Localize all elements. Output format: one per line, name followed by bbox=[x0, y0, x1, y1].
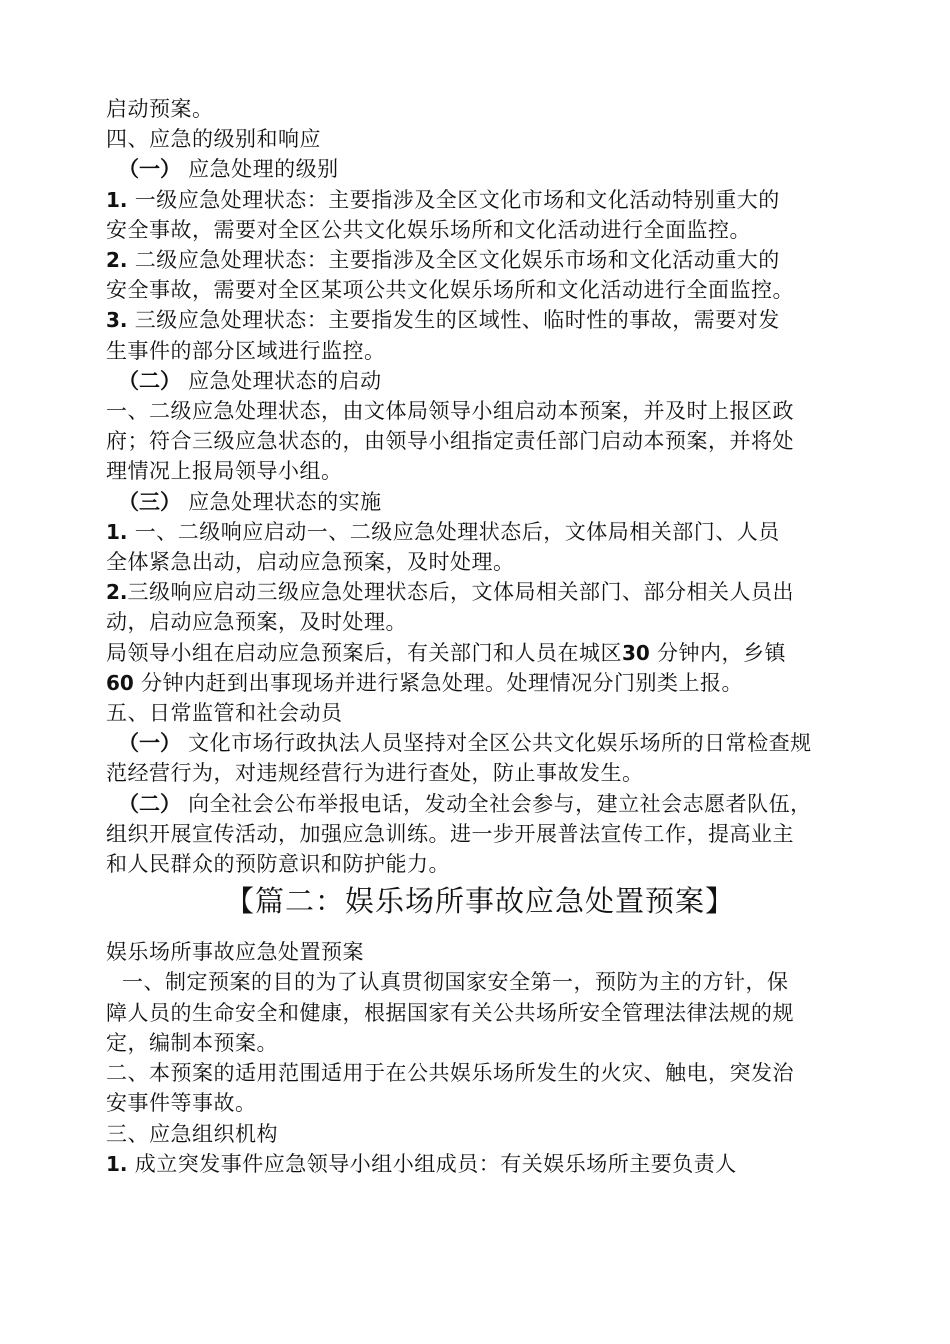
line-text: 安事件等事故。 bbox=[106, 1091, 257, 1116]
text-line bbox=[106, 819, 854, 849]
line-text: 应急处理的级别 bbox=[181, 157, 339, 182]
line-text: 三、应急组织机构 bbox=[106, 1121, 278, 1146]
line-text: 启动预案。 bbox=[106, 97, 214, 121]
line-text: 生事件的部分区域进行监控。 bbox=[106, 338, 386, 363]
text-line bbox=[106, 275, 854, 305]
line-text: 三级应急处理状态：主要指发生的区域性、临时性的事故，需要对发 bbox=[127, 308, 780, 333]
text-line bbox=[106, 517, 854, 547]
line-suffix: 分钟内，乡镇 bbox=[649, 640, 787, 665]
text-line bbox=[106, 185, 854, 215]
text-line bbox=[106, 1088, 854, 1118]
line-text: 理情况上报局领导小组。 bbox=[106, 459, 343, 484]
line-text: 一级应急处理状态：主要指涉及全区文化市场和文化活动特别重大的 bbox=[127, 187, 780, 212]
line-text: 一、二级响应启动一、二级应急处理状态后，文体局相关部门、人员 bbox=[127, 519, 780, 544]
line-text: 二级应急处理状态：主要指涉及全区文化娱乐市场和文化活动重大的 bbox=[127, 248, 780, 273]
text-line bbox=[106, 396, 854, 426]
line-text: 四、应急的级别和响应 bbox=[106, 127, 321, 152]
line-number: （一） bbox=[118, 157, 181, 182]
line-number: 2. bbox=[106, 248, 128, 273]
text-line bbox=[106, 1058, 854, 1088]
line-text: 分钟内赶到出事现场并进行紧急处理。处理情况分门别类上报。 bbox=[133, 670, 744, 695]
line-text: 安全事故，需要对全区公共文化娱乐场所和文化活动进行全面监控。 bbox=[106, 217, 751, 242]
text-line bbox=[106, 487, 854, 517]
line-number: 60 bbox=[106, 670, 134, 695]
line-text: 定，编制本预案。 bbox=[106, 1030, 278, 1055]
text-line bbox=[106, 245, 854, 275]
text-line bbox=[106, 698, 854, 728]
text-line bbox=[106, 758, 854, 788]
text-line bbox=[106, 789, 854, 819]
line-text: 向全社会公布举报电话，发动全社会参与，建立社会志愿者队伍， bbox=[181, 791, 812, 816]
text-line bbox=[106, 607, 854, 637]
line-number: （二） bbox=[118, 368, 181, 393]
inline-number: 30 bbox=[622, 640, 650, 665]
line-text: 一、二级应急处理状态，由文体局领导小组启动本预案，并及时上报区政 bbox=[106, 399, 794, 424]
line-text: 范经营行为，对违规经营行为进行查处，防止事故发生。 bbox=[106, 761, 644, 786]
line-number: 3. bbox=[106, 308, 128, 333]
line-text: 局领导小组在启动应急预案后，有关部门和人员在城区 bbox=[106, 640, 622, 665]
line-text: 一、制定预案的目的为了认真贯彻国家安全第一，预防为主的方针，保 bbox=[122, 970, 789, 995]
line-text: 应急处理状态的实施 bbox=[181, 489, 382, 514]
line-number: 1. bbox=[106, 1151, 128, 1176]
text-line bbox=[106, 215, 854, 245]
text-line bbox=[106, 124, 854, 154]
text-line bbox=[106, 638, 854, 668]
line-text: 应急处理状态的启动 bbox=[181, 368, 382, 393]
line-text: 二、本预案的适用范围适用于在公共娱乐场所发生的火灾、触电，突发治 bbox=[106, 1061, 794, 1086]
text-line bbox=[106, 1119, 854, 1149]
line-text: 文化市场行政执法人员坚持对全区公共文化娱乐场所的日常检查规 bbox=[181, 731, 812, 756]
line-text: 动，启动应急预案，及时处理。 bbox=[106, 610, 407, 635]
line-number: （三） bbox=[118, 489, 181, 514]
text-line bbox=[106, 577, 854, 607]
text-line bbox=[106, 849, 854, 879]
line-number: 1. bbox=[106, 519, 128, 544]
line-text: 成立突发事件应急领导小组小组成员：有关娱乐场所主要负责人 bbox=[127, 1151, 737, 1176]
text-line bbox=[106, 967, 854, 997]
line-text: 三级响应启动三级应急处理状态后，文体局相关部门、部分相关人员出 bbox=[127, 580, 795, 605]
section-entertainment-plan bbox=[106, 937, 854, 1179]
text-line bbox=[106, 154, 854, 184]
text-line bbox=[106, 1149, 854, 1179]
line-number: 2. bbox=[106, 580, 128, 605]
line-text: 安全事故，需要对全区某项公共文化娱乐场所和文化活动进行全面监控。 bbox=[106, 278, 794, 303]
line-text: 府；符合三级应急状态的，由领导小组指定责任部门启动本预案，并将处 bbox=[106, 429, 794, 454]
line-text: 和人民群众的预防意识和防护能力。 bbox=[106, 852, 450, 877]
line-text: 五、日常监管和社会动员 bbox=[106, 701, 343, 726]
text-line bbox=[106, 94, 854, 124]
text-line bbox=[106, 366, 854, 396]
line-text: 障人员的生命安全和健康，根据国家有关公共场所安全管理法律法规的规 bbox=[106, 1000, 794, 1025]
section-heading: 【篇二：娱乐场所事故应急处置预案】 bbox=[224, 884, 735, 919]
text-line bbox=[106, 998, 854, 1028]
line-number: 1. bbox=[106, 187, 128, 212]
line-text: 娱乐场所事故应急处置预案 bbox=[106, 940, 364, 965]
text-line bbox=[106, 305, 854, 335]
text-line bbox=[106, 456, 854, 486]
line-number: （二） bbox=[118, 791, 181, 816]
line-number: （一） bbox=[118, 731, 181, 756]
line-text: 全体紧急出动，启动应急预案，及时处理。 bbox=[106, 550, 515, 575]
line-text: 组织开展宣传活动，加强应急训练。进一步开展普法宣传工作，提高业主 bbox=[106, 821, 794, 846]
text-line bbox=[106, 937, 854, 967]
text-line bbox=[106, 426, 854, 456]
text-line bbox=[106, 1028, 854, 1058]
text-line bbox=[106, 336, 854, 366]
text-line bbox=[106, 668, 854, 698]
text-line bbox=[106, 728, 854, 758]
text-line bbox=[106, 547, 854, 577]
section-emergency-levels bbox=[106, 94, 854, 879]
